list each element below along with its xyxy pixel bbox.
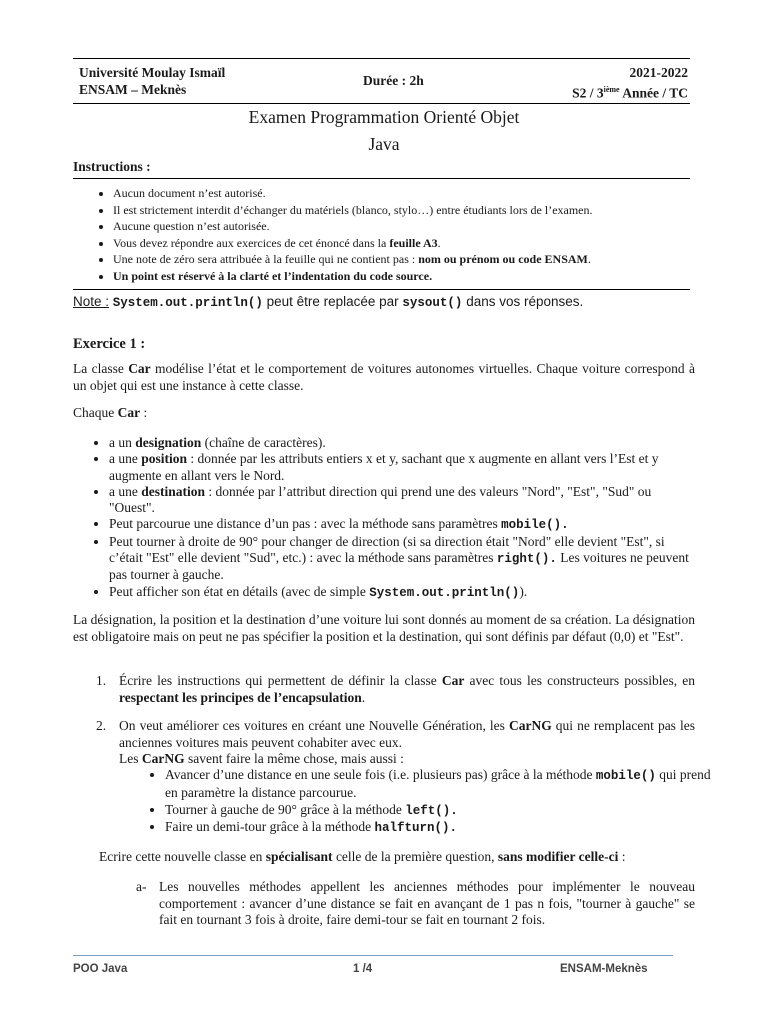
list-item: • a une destination : donnée par l’attribut direction qui prend une des valeurs "Nord", "Est", "Sud" ou "Ouest". (109, 484, 695, 517)
exercise-intro: La classe Car modélise l’état et le comportement de voitures autonomes virtuelles. Chaque voiture correspond à un objet qui est une instance à cette classe. (73, 361, 695, 393)
list-item: • Avancer d’une distance en une seule fois (i.e. plusieurs pas) grâce à la méthode mobile() qui prend en paramètre la distance parcourue. (165, 767, 715, 802)
instruction-item: • Aucun document n’est autorisé. (113, 185, 690, 202)
exam-subtitle: Java (368, 134, 400, 154)
list-item: • Peut afficher son état en détails (avec de simple System.out.println()). (109, 584, 695, 601)
instruction-item: • Un point est réservé à la clarté et l’indentation du code source. (113, 268, 690, 285)
instruction-item: • Il est strictement interdit d’échanger du matériels (blanco, stylo…) entre étudiants lors de l’examen. (113, 202, 690, 219)
question-2: 2. On veut améliorer ces voitures en créant une Nouvelle Génération, les CarNG qui ne remplacent pas les anciennes voitures mais peuvent cohabiter avec eux. Les CarNG savent faire la même chose, mais aussi : (96, 718, 696, 766)
exam-title: Examen Programmation Orienté Objet (248, 107, 520, 127)
university-name: Université Moulay Ismaïl (79, 65, 226, 80)
exam-header (73, 58, 690, 104)
chaque-car-label: Chaque Car : (73, 405, 148, 420)
list-item: • Peut parcourue une distance d’un pas : avec la méthode sans paramètres mobile(). (109, 516, 695, 533)
exercise-title: Exercice 1 : (73, 336, 146, 352)
exam-duration: Durée : 2h (363, 73, 424, 88)
header-year-info (572, 64, 688, 102)
list-item: • Faire un demi-tour grâce à la méthode halfturn(). (165, 819, 715, 837)
instructions-label: Instructions : (73, 159, 151, 174)
instruction-item: • Aucune question n’est autorisée. (113, 218, 690, 235)
list-item: • a un designation (chaîne de caractères). (109, 435, 695, 451)
footer-divider (73, 955, 673, 956)
car-features-list (73, 435, 695, 601)
ecrire-instruction: Ecrire cette nouvelle classe en spécialisant celle de la première question, sans modifier celle-ci : (99, 849, 626, 864)
question-1: 1. Écrire les instructions qui permettent de définir la classe Car avec tous les constructeurs possibles, en respectant les principes de l’encapsulation. (96, 673, 695, 705)
instruction-item: • Une note de zéro sera attribuée à la feuille qui ne contient pas : nom ou prénom ou code ENSAM. (113, 251, 690, 268)
note-line: Note : System.out.println() peut être replacée par sysout() dans vos réponses. (73, 294, 584, 310)
semester-info: S2 / 3ième Année / TC (572, 85, 688, 101)
school-name: ENSAM – Meknès (79, 82, 187, 97)
creation-paragraph: La désignation, la position et la destination d’une voiture lui sont donnés au moment de sa création. La désignation est obligatoire mais on peut ne pas spécifier la position et la destination, qui sont définis par défaut (0,0) et "Est". (73, 612, 695, 644)
list-item: • Tourner à gauche de 90° grâce à la méthode left(). (165, 802, 715, 820)
footer-school: ENSAM-Meknès (560, 963, 648, 975)
instructions-list (73, 185, 690, 284)
list-item: • Peut tourner à droite de 90° pour changer de direction (si sa direction était "Nord" elle devient "Est", si c’était "Est" elle devient "Sud", etc.) : avec la méthode sans paramètres right(). Les voitures ne peuvent pas tourner à gauche. (109, 534, 695, 584)
instruction-item: • Vous devez répondre aux exercices de cet énoncé dans la feuille A3. (113, 235, 690, 252)
list-item: • a une position : donnée par les attributs entiers x et y, sachant que x augmente en allant vers l’Est et y augmente en allant vers le Nord. (109, 451, 695, 484)
carng-features-list (145, 767, 715, 837)
academic-year: 2021-2022 (629, 65, 688, 80)
footer-course: POO Java (73, 963, 128, 975)
header-institution (79, 64, 225, 98)
footer-page-number: 1 /4 (353, 963, 373, 975)
code-println: System.out.println() (112, 296, 263, 310)
sub-question-a: a- Les nouvelles méthodes appellent les anciennes méthodes pour implémenter le nouveau comportement : avancer d’une distance se fait en avançant de 1 pas n fois, "tourner à gauche" se fait en tournant 3 fois à droite, faire demi-tour se fait en tournant 2 fois. (136, 879, 695, 927)
note-label: Note : (73, 294, 110, 309)
code-sysout: sysout() (402, 296, 463, 310)
instructions-box (73, 178, 690, 290)
